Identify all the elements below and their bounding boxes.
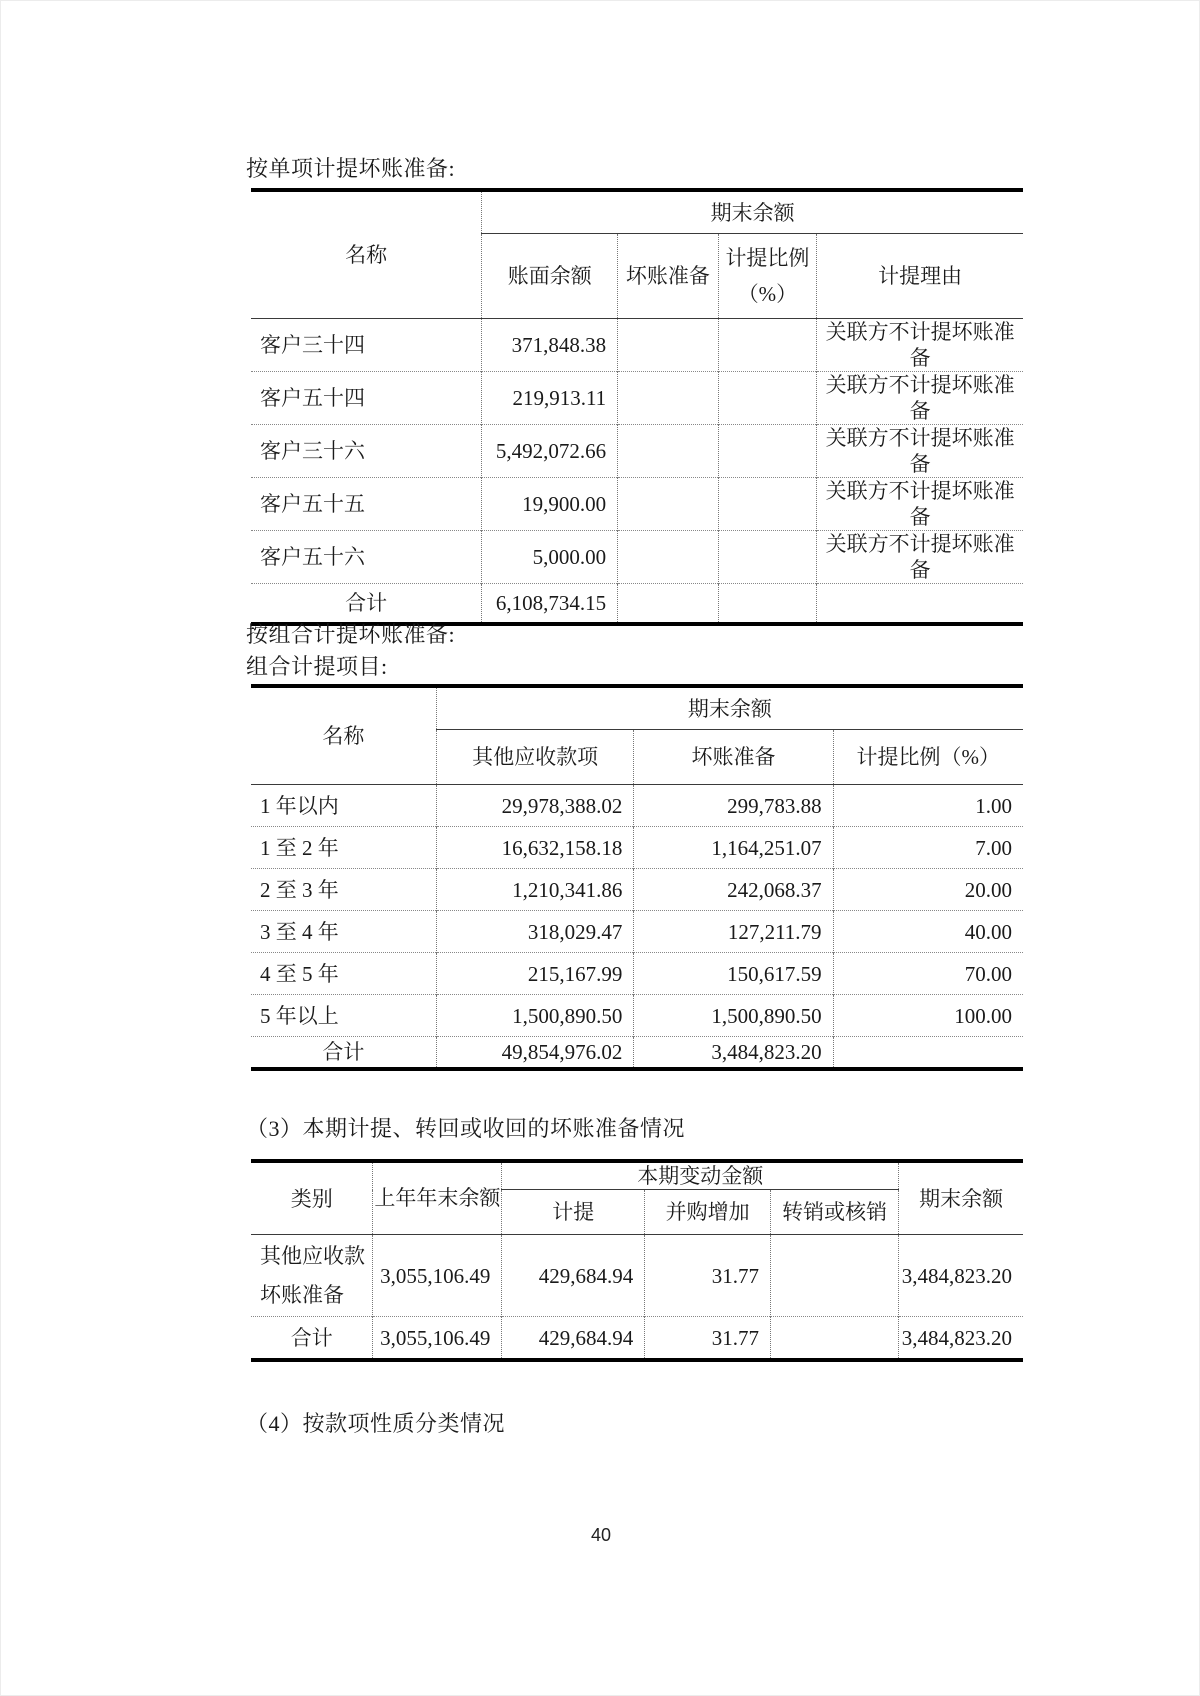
individual-provision-table xyxy=(251,188,1023,626)
cell-aging-bucket: 1 年以内 xyxy=(251,785,436,827)
header-cell-provision-ratio-line2: （%） xyxy=(737,282,798,306)
table-header-row xyxy=(251,686,1023,730)
cell-other-receivables: 16,632,158.18 xyxy=(436,827,634,869)
cell-other-receivables: 1,210,341.86 xyxy=(436,869,634,911)
cell-provision-ratio: 40.00 xyxy=(833,911,1023,953)
cell-total-label: 合计 xyxy=(251,584,482,625)
cell-total-ending-balance: 3,484,823.20 xyxy=(899,1317,1023,1361)
table-total-row xyxy=(251,1317,1023,1361)
cell-total-book-balance: 6,108,734.15 xyxy=(482,584,618,625)
cell-provision-reason: 关联方不计提坏账准备 xyxy=(817,319,1023,372)
cell-provision-ratio: 1.00 xyxy=(833,785,1023,827)
portfolio-provision-table xyxy=(251,684,1023,1071)
header-cell-accrual: 计提 xyxy=(502,1190,645,1235)
cell-bad-debt-provision xyxy=(618,478,718,531)
cell-bad-debt-provision: 127,211.79 xyxy=(634,911,833,953)
header-cell-writeoff: 转销或核销 xyxy=(771,1190,899,1235)
cell-total-other-receivables: 49,854,976.02 xyxy=(436,1037,634,1070)
cell-aging-bucket: 3 至 4 年 xyxy=(251,911,436,953)
cell-aging-bucket: 4 至 5 年 xyxy=(251,953,436,995)
cell-total-acquisition-increase: 31.77 xyxy=(645,1317,771,1361)
cell-other-receivables: 215,167.99 xyxy=(436,953,634,995)
cell-bad-debt-provision: 1,164,251.07 xyxy=(634,827,833,869)
cell-provision-ratio xyxy=(718,531,817,584)
cell-aging-bucket: 1 至 2 年 xyxy=(251,827,436,869)
header-cell-current-period-change-group: 本期变动金额 xyxy=(502,1161,899,1190)
cell-total-bad-debt-provision xyxy=(618,584,718,625)
cell-ending-balance: 3,484,823.20 xyxy=(899,1235,1023,1317)
cell-total-provision-reason xyxy=(817,584,1023,625)
cell-bad-debt-provision xyxy=(618,372,718,425)
header-cell-ending-balance: 期末余额 xyxy=(899,1161,1023,1235)
cell-total-bad-debt-provision: 3,484,823.20 xyxy=(634,1037,833,1070)
cell-customer-name: 客户五十四 xyxy=(251,372,482,425)
table-row xyxy=(251,785,1023,827)
section-title-classification-by-nature: （4）按款项性质分类情况 xyxy=(246,1411,506,1436)
page-number: 40 xyxy=(590,1525,612,1545)
header-cell-prior-year-end-balance: 上年年末余额 xyxy=(373,1161,502,1235)
header-cell-ending-balance-group: 期末余额 xyxy=(436,686,1023,730)
table-row xyxy=(251,869,1023,911)
cell-aging-bucket: 2 至 3 年 xyxy=(251,869,436,911)
cell-provision-reason: 关联方不计提坏账准备 xyxy=(817,478,1023,531)
cell-provision-reason: 关联方不计提坏账准备 xyxy=(817,425,1023,478)
table-row xyxy=(251,531,1023,584)
cell-total-label: 合计 xyxy=(251,1317,373,1361)
cell-total-accrual: 429,684.94 xyxy=(502,1317,645,1361)
table-row xyxy=(251,319,1023,372)
cell-other-receivables: 318,029.47 xyxy=(436,911,634,953)
cell-provision-ratio: 20.00 xyxy=(833,869,1023,911)
header-cell-bad-debt-provision: 坏账准备 xyxy=(634,730,833,785)
cell-provision-ratio xyxy=(718,425,817,478)
cell-provision-ratio: 7.00 xyxy=(833,827,1023,869)
cell-acquisition-increase: 31.77 xyxy=(645,1235,771,1317)
header-cell-category: 类别 xyxy=(251,1161,373,1235)
cell-book-balance: 371,848.38 xyxy=(482,319,618,372)
table-row xyxy=(251,372,1023,425)
table-header-row xyxy=(251,1161,1023,1190)
header-cell-bad-debt-provision: 坏账准备 xyxy=(618,234,718,319)
cell-provision-reason: 关联方不计提坏账准备 xyxy=(817,372,1023,425)
table-row xyxy=(251,953,1023,995)
header-cell-name: 名称 xyxy=(251,686,436,785)
provision-movement-table xyxy=(251,1159,1023,1362)
section-title-individual-provision: 按单项计提坏账准备: xyxy=(246,156,456,181)
cell-book-balance: 19,900.00 xyxy=(482,478,618,531)
header-cell-provision-ratio-line1: 计提比例 xyxy=(725,246,810,270)
cell-other-receivables: 1,500,890.50 xyxy=(436,995,634,1037)
table-row xyxy=(251,478,1023,531)
section-subtitle-portfolio-items: 组合计提项目: xyxy=(246,654,388,679)
cell-category: 其他应收款坏账准备 xyxy=(251,1235,373,1317)
cell-total-provision-ratio xyxy=(718,584,817,625)
section-title-portfolio-provision: 按组合计提坏账准备: xyxy=(246,622,456,647)
cell-aging-bucket: 5 年以上 xyxy=(251,995,436,1037)
header-cell-ending-balance-group: 期末余额 xyxy=(482,190,1023,234)
header-cell-acquisition-increase: 并购增加 xyxy=(645,1190,771,1235)
cell-provision-ratio xyxy=(718,478,817,531)
cell-total-prior-year-end-balance: 3,055,106.49 xyxy=(373,1317,502,1361)
cell-total-writeoff xyxy=(771,1317,899,1361)
header-cell-name: 名称 xyxy=(251,190,482,319)
table-total-row xyxy=(251,1037,1023,1070)
cell-customer-name: 客户三十六 xyxy=(251,425,482,478)
cell-provision-reason: 关联方不计提坏账准备 xyxy=(817,531,1023,584)
cell-total-label: 合计 xyxy=(251,1037,436,1070)
cell-provision-ratio: 70.00 xyxy=(833,953,1023,995)
cell-bad-debt-provision: 242,068.37 xyxy=(634,869,833,911)
table-total-row xyxy=(251,584,1023,625)
header-cell-book-balance: 账面余额 xyxy=(482,234,618,319)
table-row xyxy=(251,911,1023,953)
header-cell-other-receivables: 其他应收款项 xyxy=(436,730,634,785)
cell-customer-name: 客户五十六 xyxy=(251,531,482,584)
header-cell-provision-reason: 计提理由 xyxy=(817,234,1023,319)
cell-book-balance: 219,913.11 xyxy=(482,372,618,425)
cell-bad-debt-provision xyxy=(618,425,718,478)
header-cell-provision-ratio xyxy=(718,234,817,319)
cell-book-balance: 5,000.00 xyxy=(482,531,618,584)
table-row xyxy=(251,827,1023,869)
cell-customer-name: 客户五十五 xyxy=(251,478,482,531)
cell-book-balance: 5,492,072.66 xyxy=(482,425,618,478)
table-row xyxy=(251,1235,1023,1317)
cell-bad-debt-provision: 1,500,890.50 xyxy=(634,995,833,1037)
cell-customer-name: 客户三十四 xyxy=(251,319,482,372)
header-cell-provision-ratio: 计提比例（%） xyxy=(833,730,1023,785)
cell-provision-ratio xyxy=(718,319,817,372)
cell-bad-debt-provision xyxy=(618,319,718,372)
table-header-row xyxy=(251,190,1023,234)
table-row xyxy=(251,995,1023,1037)
cell-bad-debt-provision: 299,783.88 xyxy=(634,785,833,827)
cell-accrual: 429,684.94 xyxy=(502,1235,645,1317)
cell-prior-year-end-balance: 3,055,106.49 xyxy=(373,1235,502,1317)
cell-total-provision-ratio xyxy=(833,1037,1023,1070)
cell-other-receivables: 29,978,388.02 xyxy=(436,785,634,827)
cell-provision-ratio: 100.00 xyxy=(833,995,1023,1037)
section-title-provision-movement: （3）本期计提、转回或收回的坏账准备情况 xyxy=(246,1116,686,1141)
cell-bad-debt-provision: 150,617.59 xyxy=(634,953,833,995)
table-row xyxy=(251,425,1023,478)
cell-bad-debt-provision xyxy=(618,531,718,584)
cell-provision-ratio xyxy=(718,372,817,425)
cell-writeoff xyxy=(771,1235,899,1317)
